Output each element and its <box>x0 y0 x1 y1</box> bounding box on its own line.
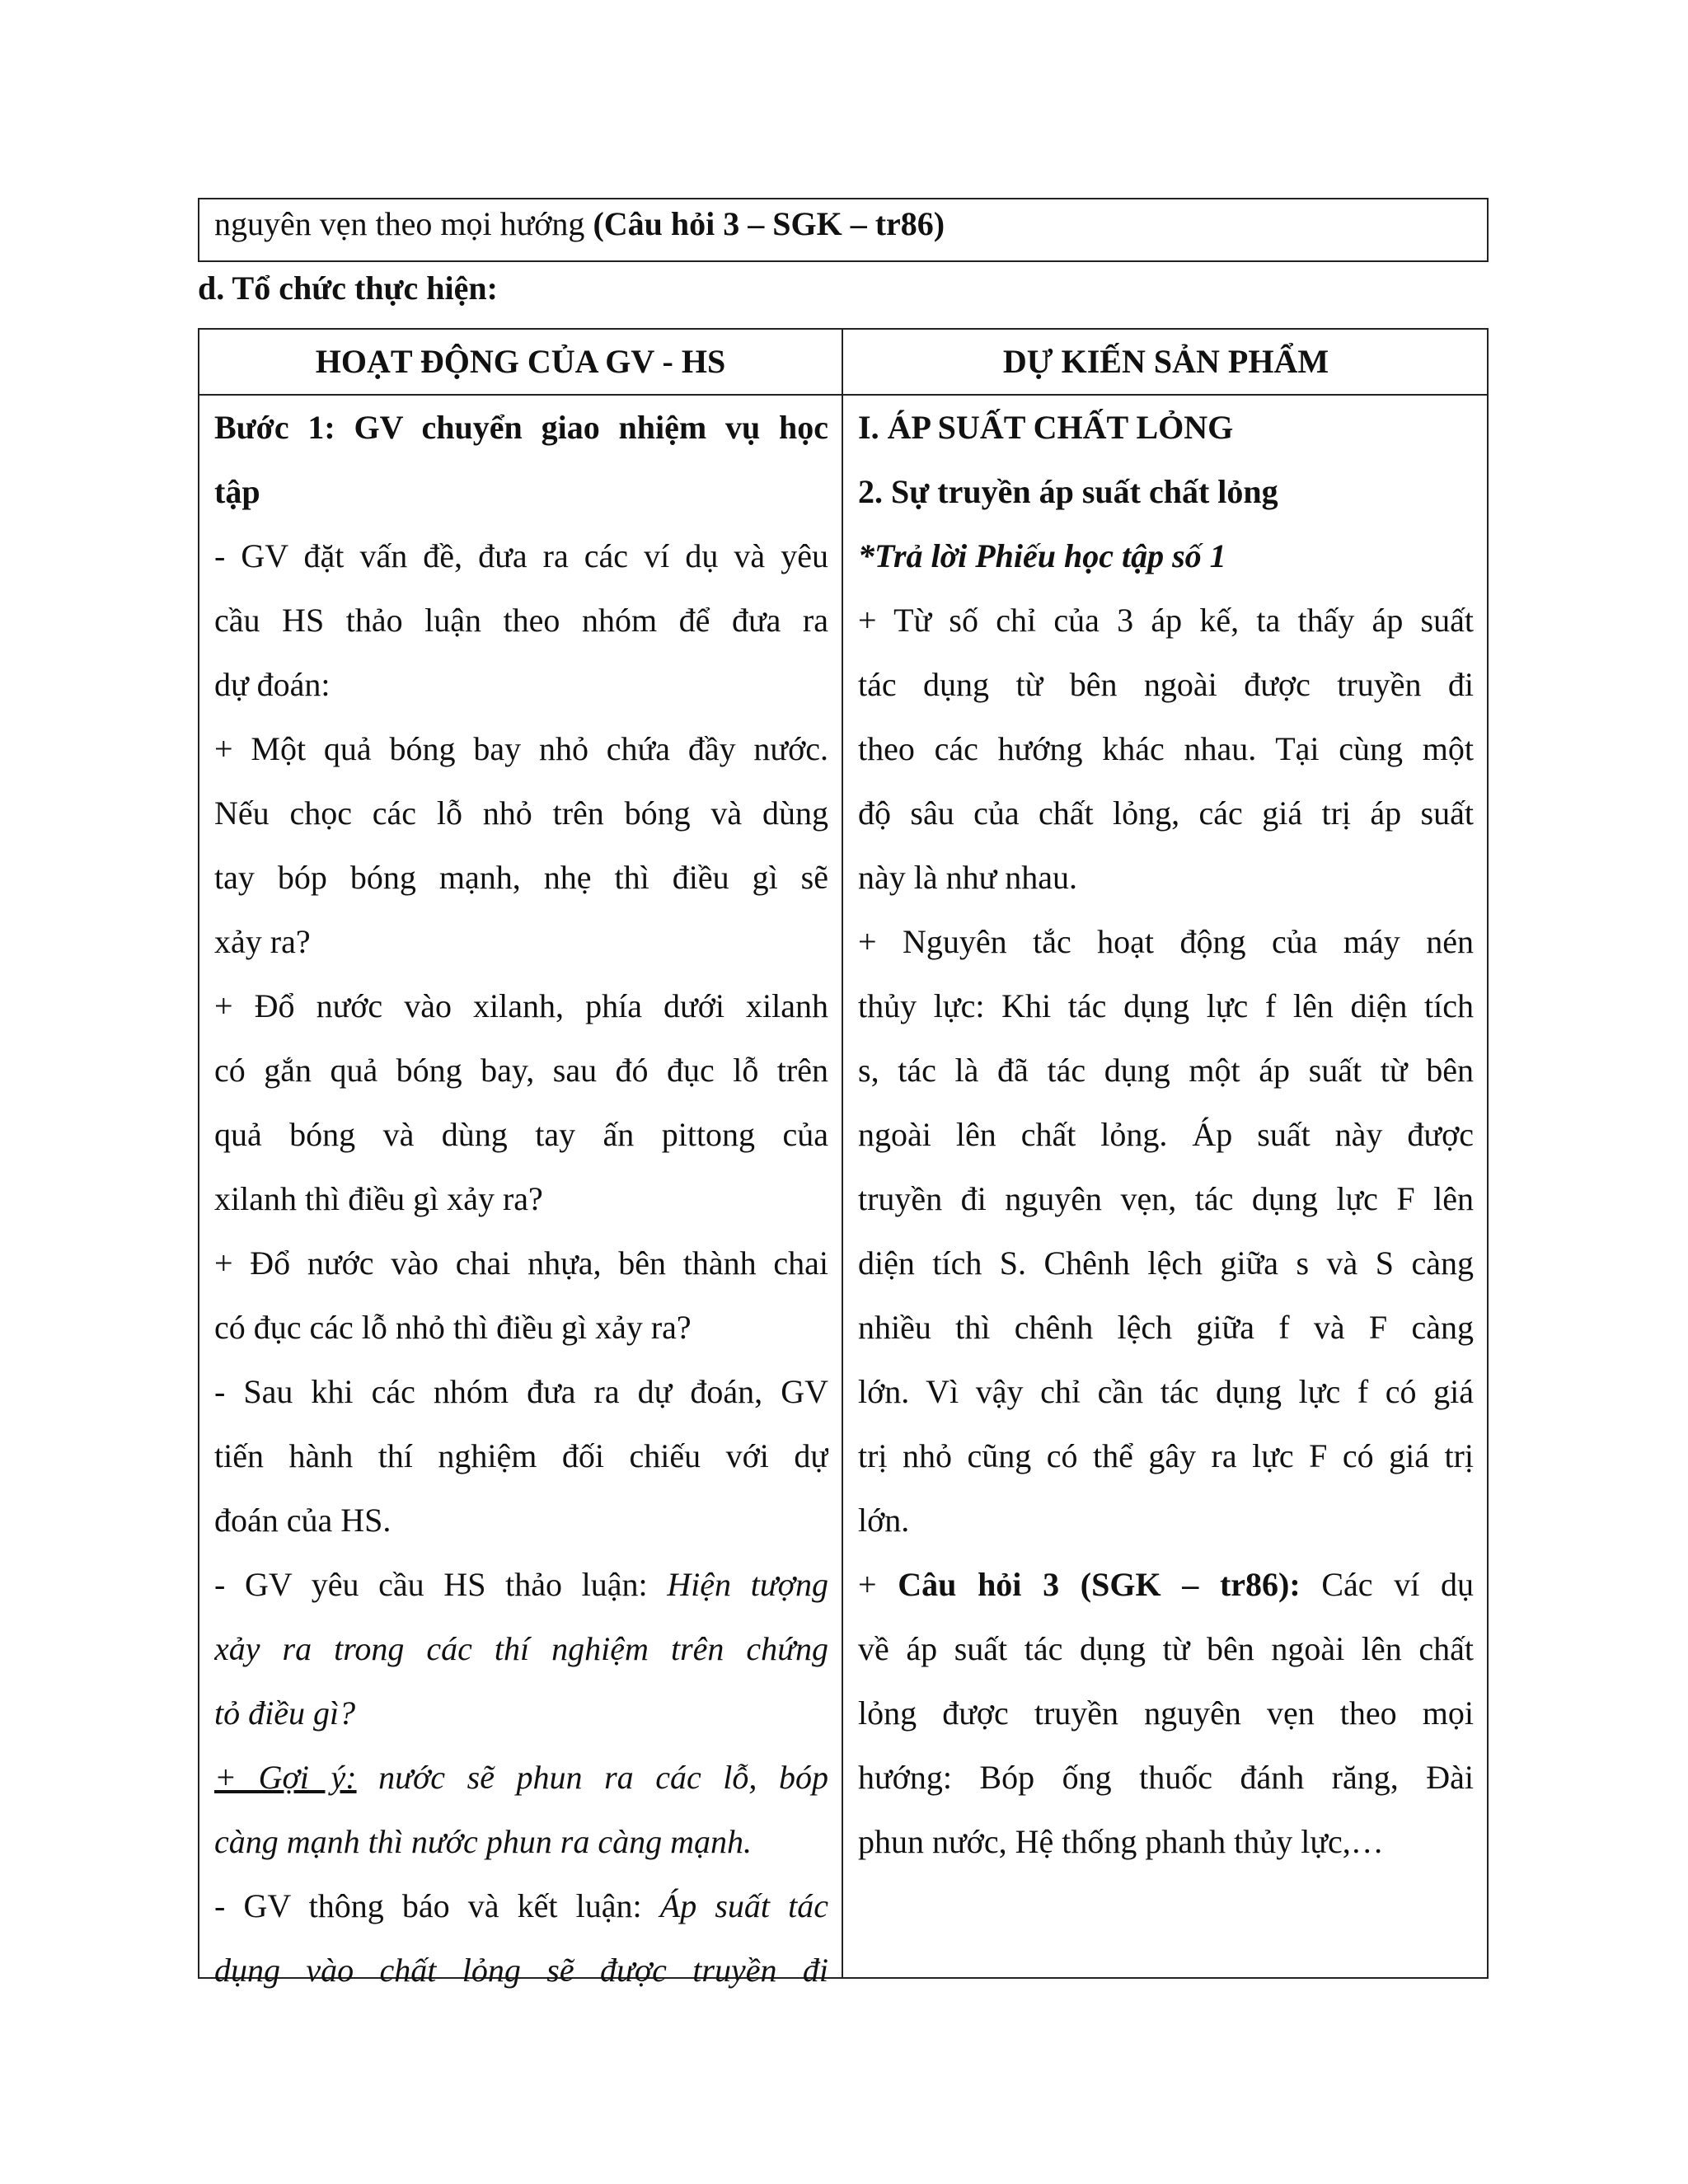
text-line: diện tích S. Chênh lệch giữa s và S càng <box>858 1244 1474 1282</box>
question-italic: Hiện tượng <box>667 1566 828 1603</box>
text-line: tiến hành thí nghiệm đối chiếu với dự <box>214 1437 828 1474</box>
question3-label: Câu hỏi 3 (SGK – tr86): <box>898 1566 1301 1603</box>
text-line: hướng: Bóp ống thuốc đánh răng, Đài <box>858 1759 1474 1796</box>
text-line: thủy lực: Khi tác dụng lực f lên diện tích <box>858 987 1474 1024</box>
text-line: dự đoán: <box>214 666 331 703</box>
text-line: lớn. <box>858 1502 910 1539</box>
conclusion-italic: Áp suất tác <box>659 1887 828 1924</box>
text-line: lớn. Vì vậy chỉ cần tác dụng lực f có giá <box>858 1373 1474 1410</box>
expected-product-column <box>858 396 1474 1874</box>
text-line: quả bóng và dùng tay ấn pittong của <box>214 1116 828 1153</box>
text-line: + Nguyên tắc hoạt động của máy nén <box>858 923 1474 960</box>
section-title: I. ÁP SUẤT CHẤT LỎNG <box>858 409 1234 446</box>
text-segment: - GV yêu cầu HS thảo luận: <box>214 1566 668 1603</box>
column-divider <box>842 330 843 1977</box>
section-heading: d. Tổ chức thực hiện: <box>198 269 498 307</box>
text-segment: Các ví dụ <box>1300 1566 1474 1603</box>
text-line: có đục các lỗ nhỏ thì điều gì xảy ra? <box>214 1309 692 1346</box>
text-line: cầu HS thảo luận theo nhóm để đưa ra <box>214 602 828 639</box>
header-teacher-student-activity: HOẠT ĐỘNG CỦA GV - HS <box>315 343 726 380</box>
hint-line: càng mạnh thì nước phun ra càng mạnh. <box>214 1823 752 1860</box>
text-line: s, tác là đã tác dụng một áp suất từ bên <box>858 1052 1474 1089</box>
question3-line <box>858 1553 1474 1617</box>
text-line: theo các hướng khác nhau. Tại cùng một <box>858 730 1474 767</box>
text-line: lỏng được truyền nguyên vẹn theo mọi <box>858 1694 1474 1732</box>
text-line: độ sâu của chất lỏng, các giá trị áp suất <box>858 794 1474 832</box>
continued-table-row <box>198 198 1489 262</box>
text-line: + Đổ nước vào xilanh, phía dưới xilanh <box>214 987 828 1024</box>
step1-title-cont: tập <box>214 473 260 510</box>
text-line: về áp suất tác dụng từ bên ngoài lên chất <box>858 1630 1474 1667</box>
text-line: Nếu chọc các lỗ nhỏ trên bóng và dùng <box>214 794 828 832</box>
conclusion-line <box>214 1874 828 1938</box>
conclusion-italic-line: dụng vào chất lỏng sẽ được truyền đi <box>214 1952 828 1989</box>
step1-title: Bước 1: GV chuyển giao nhiệm vụ học <box>214 409 828 446</box>
text-line: - GV đặt vấn đề, đưa ra các ví dụ và yêu <box>214 537 828 574</box>
question-italic-line: tỏ điều gì? <box>214 1694 356 1732</box>
text-line: - Sau khi các nhóm đưa ra dự đoán, GV <box>214 1373 828 1410</box>
hint-line <box>214 1746 828 1810</box>
text-line: tác dụng từ bên ngoài được truyền đi <box>858 666 1474 703</box>
text-line: + Đổ nước vào chai nhựa, bên thành chai <box>214 1244 828 1282</box>
text-line: truyền đi nguyên vẹn, tác dụng lực F lên <box>858 1180 1474 1217</box>
text-line: phun nước, Hệ thống phanh thủy lực,… <box>858 1823 1384 1860</box>
discussion-question-line <box>214 1553 828 1617</box>
text-line: đoán của HS. <box>214 1502 392 1539</box>
header-expected-product: DỰ KIẾN SẢN PHẨM <box>1002 343 1329 380</box>
text-segment: + <box>858 1566 898 1603</box>
text-line: xilanh thì điều gì xảy ra? <box>214 1180 543 1217</box>
text-line: nhiều thì chênh lệch giữa f và F càng <box>858 1309 1474 1346</box>
text-line: có gắn quả bóng bay, sau đó đục lỗ trên <box>214 1052 828 1089</box>
hint-text: nước sẽ phun ra các lỗ, bóp <box>356 1759 828 1796</box>
hint-label: + Gợi ý: <box>214 1759 357 1796</box>
activity-table <box>198 328 1489 1989</box>
text-line: trị nhỏ cũng có thể gây ra lực F có giá trị <box>858 1437 1474 1474</box>
question-italic-line: xảy ra trong các thí nghiệm trên chứng <box>214 1630 828 1667</box>
text-segment: - GV thông báo và kết luận: <box>214 1887 660 1924</box>
text-line: ngoài lên chất lỏng. Áp suất này được <box>858 1116 1474 1153</box>
top-row-reference: (Câu hỏi 3 – SGK – tr86) <box>593 205 945 242</box>
text-line: tay bóp bóng mạnh, nhẹ thì điều gì sẽ <box>214 859 828 896</box>
top-row-text: nguyên vẹn theo mọi hướng <box>214 205 593 242</box>
subsection-title: 2. Sự truyền áp suất chất lỏng <box>858 473 1278 510</box>
worksheet-answer-title: *Trả lời Phiếu học tập số 1 <box>858 537 1226 574</box>
text-line: xảy ra? <box>214 923 311 960</box>
activity-column <box>214 396 828 2003</box>
text-line: này là như nhau. <box>858 859 1078 896</box>
text-line: + Một quả bóng bay nhỏ chứa đầy nước. <box>214 730 828 767</box>
text-line: + Từ số chỉ của 3 áp kế, ta thấy áp suất <box>858 602 1474 639</box>
